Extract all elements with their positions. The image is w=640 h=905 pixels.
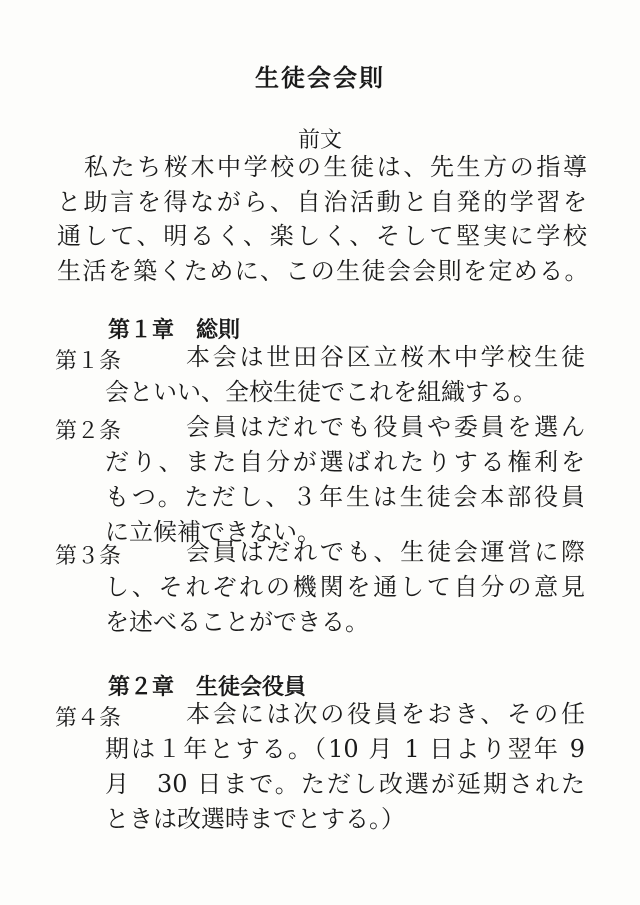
- preamble-line: と助言を得ながら、自治活動と自発的学習を: [57, 187, 587, 216]
- chapter-number: 第２章: [108, 675, 175, 700]
- article-line: 本会には次の役員をおき、その任: [186, 700, 585, 728]
- article-line: 期は１年とする。（10 月 1 日より翌年 9: [105, 735, 585, 763]
- article-line: 会員はだれでも、生徒会運営に際: [186, 538, 585, 566]
- preamble-heading: 前文: [297, 128, 342, 153]
- article: [55, 410, 585, 550]
- document-title: 生徒会会則: [255, 64, 385, 92]
- article-line: 会員はだれでも役員や委員を選ん: [186, 413, 585, 441]
- preamble-line: 私たち桜木中学校の生徒は、先生方の指導: [84, 153, 587, 181]
- article-line: 会といい、全校生徒でこれを組織する。: [105, 378, 537, 406]
- article-label: 第１条: [55, 349, 122, 374]
- article-line: もつ。ただし、３年生は生徒会本部役員: [105, 483, 585, 511]
- article: [55, 340, 585, 410]
- article-line: に立候補できない。: [105, 518, 321, 546]
- chapter-name: 総則: [196, 318, 241, 343]
- article-line: ときは改選時までとする。）: [105, 805, 405, 833]
- article-label: 第４条: [55, 706, 122, 731]
- article-line: 本会は世田谷区立桜木中学校生徒: [186, 343, 585, 371]
- article: [55, 535, 585, 640]
- article-line: 月 30 日まで。ただし改選が延期された: [105, 770, 585, 798]
- article-label: 第３条: [55, 544, 122, 569]
- article-line: を述べることができる。: [105, 608, 369, 636]
- preamble-line: 通して、明るく、楽しく、そして堅実に学校: [57, 222, 587, 250]
- article-line: し、それぞれの機関を通して自分の意見: [105, 573, 585, 601]
- chapter-number: 第１章: [108, 318, 175, 343]
- chapter-name: 生徒会役員: [196, 675, 307, 700]
- article-line: だり、また自分が選ばれたりする権利を: [105, 448, 585, 476]
- preamble-line: 生活を築くために、この生徒会会則を定める。: [57, 256, 587, 285]
- preamble-body: [57, 150, 587, 288]
- article: [55, 697, 585, 837]
- article-label: 第２条: [55, 419, 122, 444]
